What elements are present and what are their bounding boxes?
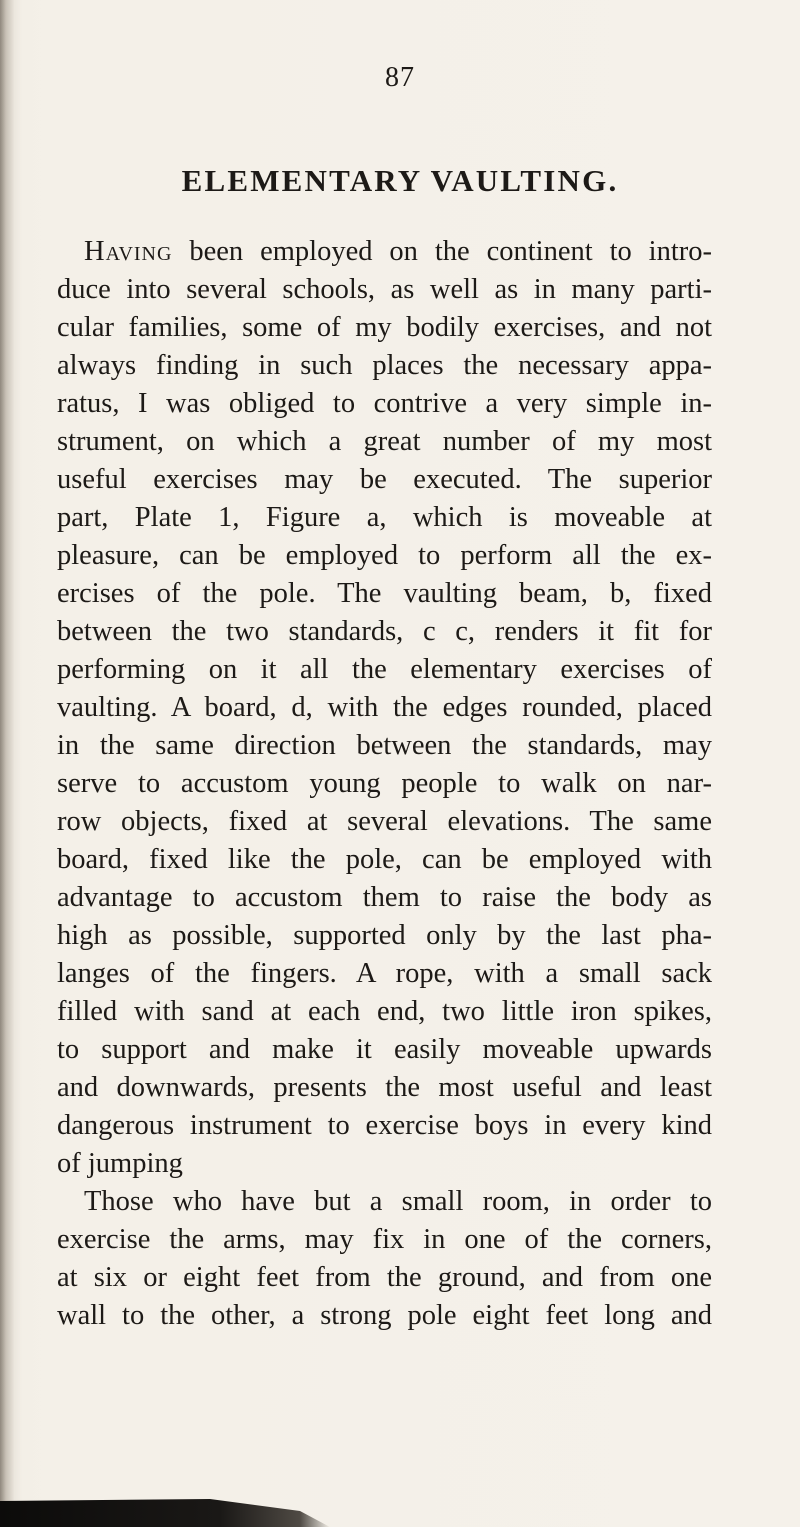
text-line: serve to accustom young people to walk on nar- [57,768,712,799]
text-line: always finding in such places the necessary appa- [57,350,712,381]
text-line: part, Plate 1, Figure a, which is moveable at [57,502,712,533]
text-line: wall to the other, a strong pole eight feet long and [57,1300,712,1331]
text-line: high as possible, supported only by the last pha- [57,920,712,951]
text-line: ercises of the pole. The vaulting beam, b, fixed [57,578,712,609]
text-line: and downwards, presents the most useful and least [57,1072,712,1103]
text-line: duce into several schools, as well as in many parti- [57,274,712,305]
text-line: at six or eight feet from the ground, and from one [57,1262,712,1293]
text-line: Having been employed on the continent to intro- [84,236,712,267]
bottom-edge-shadow [0,1493,330,1527]
text-line: dangerous instrument to exercise boys in every kind [57,1110,712,1141]
text-line: useful exercises may be executed. The superior [57,464,712,495]
text-line: board, fixed like the pole, can be employed with [57,844,712,875]
text-line: exercise the arms, may fix in one of the corners, [57,1224,712,1255]
text-line: pleasure, can be employed to perform all the ex- [57,540,712,571]
text-line: cular families, some of my bodily exercises, and not [57,312,712,343]
lead-word: Having [84,236,173,267]
text-line: in the same direction between the standards, may [57,730,712,761]
text-line: filled with sand at each end, two little iron spikes, [57,996,712,1027]
text-line: between the two standards, c c, renders it fit for [57,616,712,647]
text-line: ratus, I was obliged to contrive a very simple in- [57,388,712,419]
page-binding-edge [0,0,14,1527]
chapter-heading: ELEMENTARY VAULTING. [181,163,619,198]
text-line: performing on it all the elementary exercises of [57,654,712,685]
text-line: row objects, fixed at several elevations. The same [57,806,712,837]
text-line: vaulting. A board, d, with the edges rounded, placed [57,692,712,723]
page-number: 87 [385,62,415,93]
text-line: to support and make it easily moveable upwards [57,1034,712,1065]
text-line: of jumping [57,1148,183,1179]
text-line: strument, on which a great number of my most [57,426,712,457]
text-line: Those who have but a small room, in order to [84,1186,712,1217]
text-line: advantage to accustom them to raise the body as [57,882,712,913]
text-line: langes of the fingers. A rope, with a small sack [57,958,712,989]
